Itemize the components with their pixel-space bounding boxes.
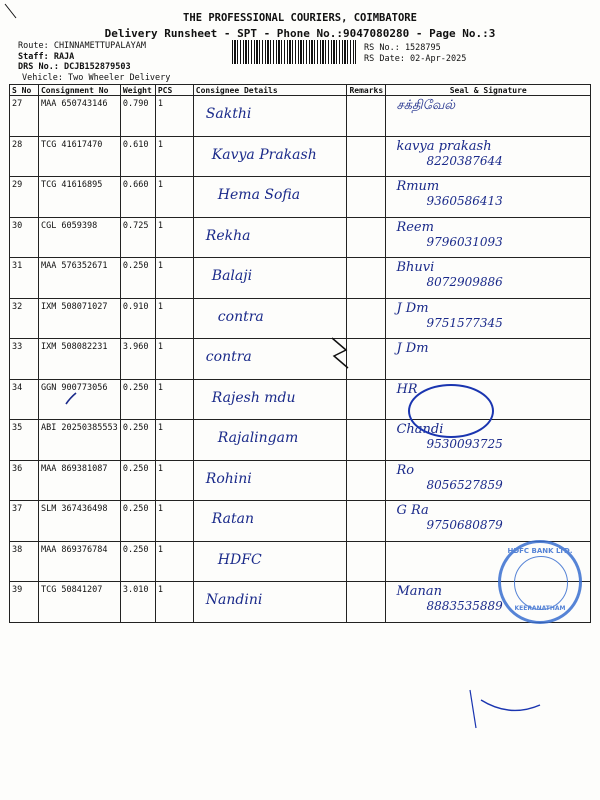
consignee-handwriting: Rohini xyxy=(205,470,252,487)
consignee-handwriting: Rekha xyxy=(205,227,251,244)
cell-pcs: 1 xyxy=(155,298,193,339)
signature-handwriting: J Dm xyxy=(396,300,429,316)
signature-handwriting: HR xyxy=(396,381,418,397)
cell-weight: 0.790 xyxy=(120,96,155,137)
cell-sno: 33 xyxy=(10,339,39,380)
cell-weight: 3.960 xyxy=(120,339,155,380)
consignee-handwriting: HDFC xyxy=(217,551,262,568)
phone-handwriting: 9530093725 xyxy=(426,437,503,451)
signature-handwriting: சக்திவேல் xyxy=(396,98,456,113)
rs-date: RS Date: 02-Apr-2025 xyxy=(364,54,467,64)
signature-handwriting: Rmum xyxy=(396,179,440,194)
phone-handwriting: 9360586413 xyxy=(426,194,503,208)
consignee-handwriting: Ratan xyxy=(211,511,254,527)
column-header-consignment: Consignment No xyxy=(38,85,120,96)
consignee-handwriting: Nandini xyxy=(205,592,263,608)
cell-weight: 3.010 xyxy=(120,582,155,623)
cell-pcs: 1 xyxy=(155,258,193,299)
cell-weight: 0.250 xyxy=(120,420,155,461)
cell-cno: IXM 508082231 xyxy=(38,339,120,380)
consignee-handwriting: Rajalingam xyxy=(217,430,299,446)
signature-handwriting: Chandi xyxy=(396,422,444,437)
cell-weight: 0.250 xyxy=(120,460,155,501)
cell-cno: TCG 50841207 xyxy=(38,582,120,623)
column-header-pcs: PCS xyxy=(155,85,193,96)
cell-sno: 36 xyxy=(10,460,39,501)
bank-stamp-inner-ring xyxy=(514,556,568,610)
consignee-handwriting: Rajesh mdu xyxy=(211,389,296,406)
cell-weight: 0.250 xyxy=(120,258,155,299)
cell-sno: 34 xyxy=(10,379,39,420)
cell-sno: 35 xyxy=(10,420,39,461)
column-header-signature: Seal & Signature xyxy=(386,85,591,96)
consignee-handwriting: contra xyxy=(205,349,252,365)
phone-handwriting: 8056527859 xyxy=(426,477,503,492)
cell-pcs: 1 xyxy=(155,420,193,461)
round-initials-stamp xyxy=(408,384,494,438)
signature-handwriting: G Ra xyxy=(396,503,429,518)
signature-handwriting: Manan xyxy=(396,584,442,599)
consignee-handwriting: Balaji xyxy=(211,268,253,284)
cell-pcs: 1 xyxy=(155,217,193,258)
bank-stamp-branch: KEERANATHAM xyxy=(514,605,566,612)
company-title: THE PROFESSIONAL COURIERS, COIMBATORE xyxy=(183,12,417,24)
cell-cno: MAA 869376784 xyxy=(38,541,120,582)
column-header-remarks: Remarks xyxy=(347,85,386,96)
cell-cno: SLM 367436498 xyxy=(38,501,120,542)
cell-pcs: 1 xyxy=(155,136,193,177)
phone-handwriting: 9750680879 xyxy=(426,518,503,532)
cell-cno: IXM 508071027 xyxy=(38,298,120,339)
drs-label: DRS No.: DCJB152879503 xyxy=(18,62,131,72)
cell-cno: TCG 41616895 xyxy=(38,177,120,218)
phone-handwriting: 9751577345 xyxy=(426,315,503,330)
cell-cno: TCG 41617470 xyxy=(38,136,120,177)
cell-cno: MAA 576352671 xyxy=(38,258,120,299)
vehicle-label: Vehicle: Two Wheeler Delivery xyxy=(22,73,171,83)
cell-pcs: 1 xyxy=(155,177,193,218)
signature-handwriting: kavya prakash xyxy=(396,138,492,154)
cell-pcs: 1 xyxy=(155,541,193,582)
staff-label: Staff: RAJA xyxy=(18,52,75,62)
column-header-sno: S No xyxy=(10,85,39,96)
cell-sno: 38 xyxy=(10,541,39,582)
phone-handwriting: 9796031093 xyxy=(426,234,503,249)
cell-cno: MAA 650743146 xyxy=(38,96,120,137)
cell-weight: 0.610 xyxy=(120,136,155,177)
signature-handwriting: Ro xyxy=(396,462,415,478)
phone-handwriting: 8220387644 xyxy=(426,153,503,168)
phone-handwriting: 8072909886 xyxy=(426,275,503,289)
bank-stamp xyxy=(498,540,582,624)
cell-sno: 31 xyxy=(10,258,39,299)
cell-pcs: 1 xyxy=(155,96,193,137)
cell-sno: 29 xyxy=(10,177,39,218)
cell-pcs: 1 xyxy=(155,379,193,420)
column-header-consignee: Consignee Details xyxy=(193,85,347,96)
signature-handwriting: J Dm xyxy=(396,341,429,356)
consignee-handwriting: Sakthi xyxy=(205,106,252,122)
cell-weight: 0.250 xyxy=(120,379,155,420)
signature-handwriting: Reem xyxy=(396,219,434,235)
cell-sno: 27 xyxy=(10,96,39,137)
cell-weight: 0.725 xyxy=(120,217,155,258)
cell-cno: GGN 900773056 xyxy=(38,379,120,420)
cell-weight: 0.910 xyxy=(120,298,155,339)
signature-handwriting: Bhuvi xyxy=(396,260,435,275)
cell-sno: 37 xyxy=(10,501,39,542)
route-label: Route: CHINNAMETTUPALAYAM xyxy=(18,41,146,51)
cell-weight: 0.660 xyxy=(120,177,155,218)
consignee-handwriting: Kavya Prakash xyxy=(211,146,317,163)
cell-pcs: 1 xyxy=(155,460,193,501)
consignee-handwriting: contra xyxy=(217,308,264,325)
bank-stamp-name: HDFC BANK LTD. xyxy=(507,547,573,555)
rs-number: RS No.: 1528795 xyxy=(364,43,441,53)
cell-sno: 32 xyxy=(10,298,39,339)
consignee-handwriting: Hema Sofia xyxy=(217,187,301,203)
phone-handwriting: 8883535889 xyxy=(426,599,503,613)
column-header-weight: Weight xyxy=(120,85,155,96)
cell-cno: MAA 869381087 xyxy=(38,460,120,501)
cell-sno: 39 xyxy=(10,582,39,623)
cell-weight: 0.250 xyxy=(120,501,155,542)
cell-sno: 30 xyxy=(10,217,39,258)
cell-cno: ABI 20250385553 xyxy=(38,420,120,461)
cell-pcs: 1 xyxy=(155,501,193,542)
cell-weight: 0.250 xyxy=(120,541,155,582)
cell-pcs: 1 xyxy=(155,582,193,623)
runsheet-subtitle: Delivery Runsheet - SPT - Phone No.:9047080280 - Page No.:3 xyxy=(104,27,496,40)
cell-cno: CGL 6059398 xyxy=(38,217,120,258)
cell-sno: 28 xyxy=(10,136,39,177)
cell-pcs: 1 xyxy=(155,339,193,380)
